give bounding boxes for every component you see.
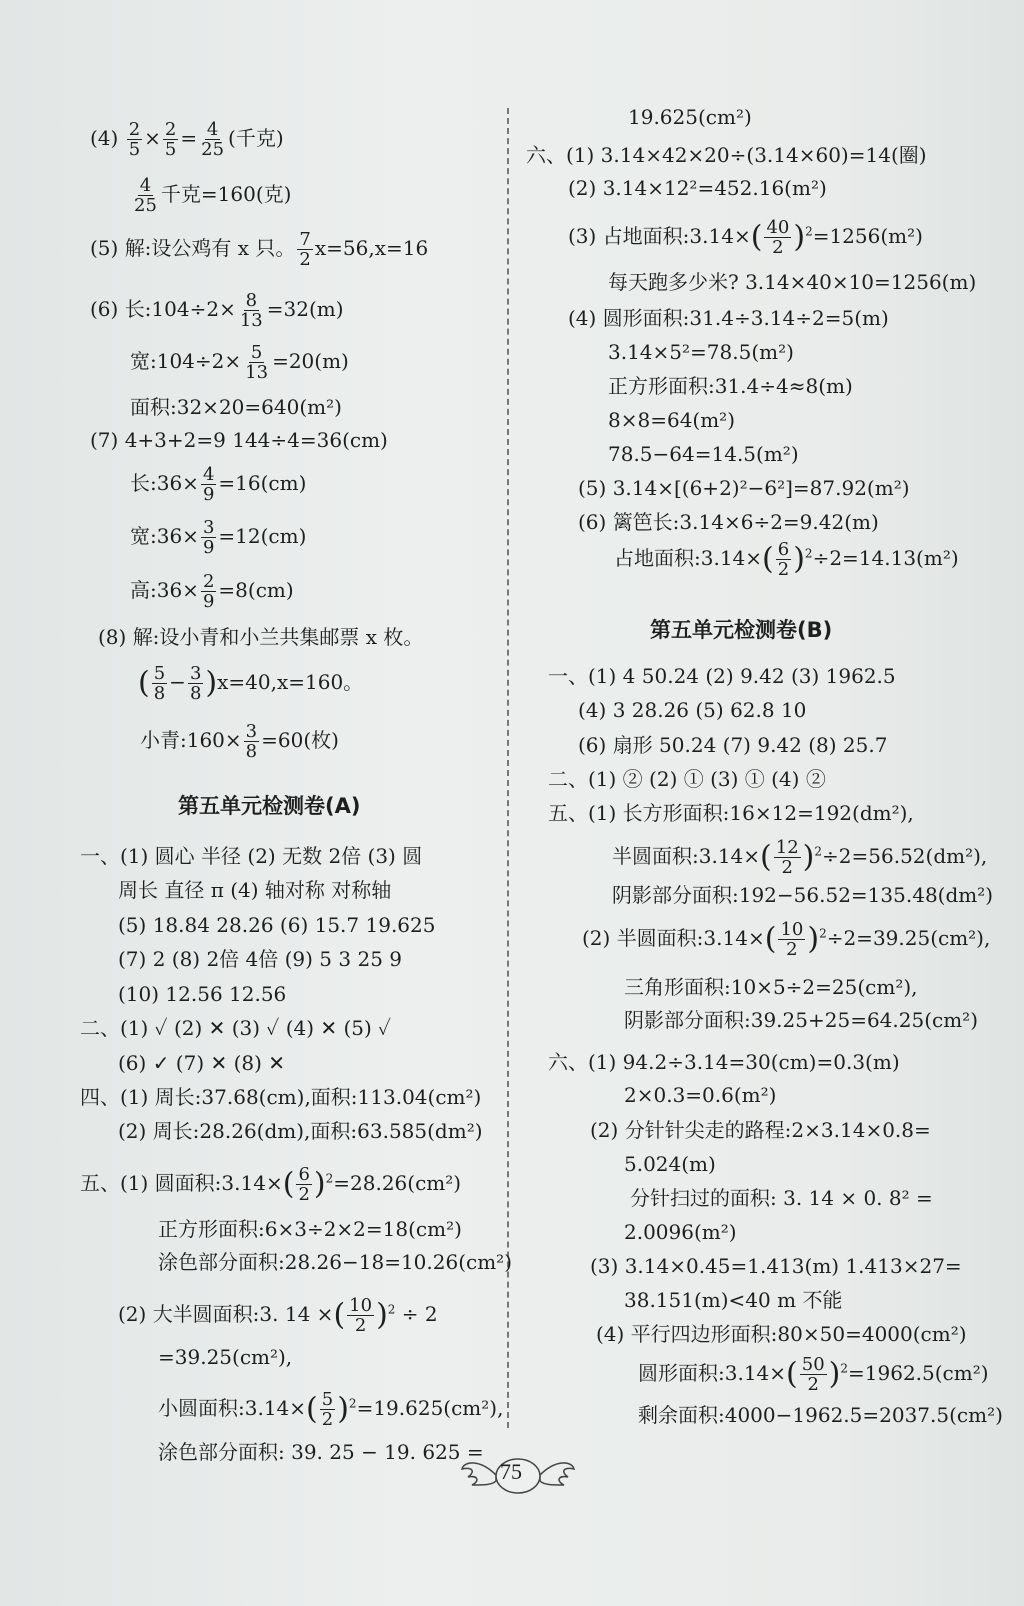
answer-line: 六、(1) 3.14×42×20÷(3.14×60)=14(圈) (526, 143, 927, 167)
answer-line: 圆形面积:3.14×( $\frac{50}{2}$ )$^2$=1962.5(cm²) (638, 1354, 989, 1395)
answer-line: (8) 解:设小青和小兰共集邮票 x 枚。 (98, 625, 424, 649)
answer-line: 五、(1) 长方形面积:16×12=192(dm²), (548, 801, 914, 825)
answer-line: 一、(1) 4 50.24 (2) 9.42 (3) 1962.5 (548, 664, 896, 688)
answer-line: 一、(1) 圆心 半径 (2) 无数 2倍 (3) 圆 (80, 844, 423, 868)
answer-line: (2) 周长:28.26(dm),面积:63.585(dm²) (118, 1119, 483, 1143)
answer-line: (5) 18.84 28.26 (6) 15.7 19.625 (118, 913, 436, 937)
section-title: 第五单元检测卷(B) (650, 618, 833, 642)
answer-line: 阴影部分面积:39.25+25=64.25(cm²) (624, 1008, 979, 1032)
answer-line: 周长 直径 π (4) 轴对称 对称轴 (118, 878, 392, 902)
answer-line: (7) 4+3+2=9 144÷4=36(cm) (90, 428, 388, 452)
answer-line: 78.5−64=14.5(m²) (608, 442, 799, 466)
answer-line: (6) 篱笆长:3.14×6÷2=9.42(m) (578, 510, 879, 534)
answer-line: (6) ✓ (7) ✕ (8) ✕ (118, 1051, 286, 1075)
answer-line: 面积:32×20=640(m²) (130, 395, 342, 419)
answer-line: ( $\frac{5}{8}$ − $\frac{3}{8}$ )x=40,x=160。 (138, 663, 364, 704)
answer-line: 宽:36× $\frac{3}{9}$ =12(cm) (130, 517, 307, 558)
answer-line: 正方形面积:31.4÷4≈8(m) (608, 374, 853, 398)
answer-line: (4) $\frac{2}{5}$ × $\frac{2}{5}$ = $\frac{4}{25}$ (千克) (90, 119, 284, 160)
answer-line: (6) 扇形 50.24 (7) 9.42 (8) 25.7 (578, 733, 888, 757)
answer-line: 8×8=64(m²) (608, 408, 736, 432)
section-title: 第五单元检测卷(A) (178, 794, 361, 818)
answer-line: 5.024(m) (624, 1152, 716, 1176)
answer-line: $\frac{4}{25}$ 千克=160(克) (134, 175, 292, 216)
answer-line: 宽:104÷2× $\frac{5}{13}$ =20(m) (130, 342, 349, 383)
answer-line: (4) 3 28.26 (5) 62.8 10 (578, 698, 807, 722)
answer-line: 四、(1) 周长:37.68(cm),面积:113.04(cm²) (80, 1085, 482, 1109)
answer-line: (5) 3.14×[(6+2)²−6²]=87.92(m²) (578, 476, 910, 500)
answer-line: 2×0.3=0.6(m²) (624, 1083, 777, 1107)
answer-line: (2) 分针针尖走的路程:2×3.14×0.8= (590, 1118, 931, 1142)
answer-line: =39.25(cm²), (158, 1345, 293, 1369)
answer-line: (4) 圆形面积:31.4÷3.14÷2=5(m) (568, 306, 889, 330)
answer-line: (2) 半圆面积:3.14×( $\frac{10}{2}$ )$^2$÷2=39.25(cm²), (582, 919, 991, 960)
answer-line: (2) 大半圆面积:3. 14 ×( $\frac{10}{2}$ )$^2$ ÷ 2 (118, 1295, 438, 1336)
answer-line: 每天跑多少米? 3.14×40×10=1256(m) (608, 270, 977, 294)
answer-line: 占地面积:3.14×( $\frac{6}{2}$ )$^2$÷2=14.13(m²) (614, 539, 959, 580)
answer-line: 半圆面积:3.14×( $\frac{12}{2}$ )$^2$÷2=56.52(dm²), (612, 837, 988, 878)
answer-line: (10) 12.56 12.56 (118, 982, 287, 1006)
answer-line: 六、(1) 94.2÷3.14=30(cm)=0.3(m) (548, 1050, 900, 1074)
answer-line: 正方形面积:6×3÷2×2=18(cm²) (158, 1217, 462, 1241)
answer-line: 二、(1) ② (2) ① (3) ① (4) ② (548, 767, 826, 791)
answer-line: 高:36× $\frac{2}{9}$ =8(cm) (130, 571, 294, 612)
answer-line: 分针扫过的面积: 3. 14 × 0. 8² = (630, 1186, 933, 1210)
answer-line: 阴影部分面积:192−56.52=135.48(dm²) (612, 883, 994, 907)
answer-line: 小圆面积:3.14×( $\frac{5}{2}$ )$^2$=19.625(cm²), (158, 1389, 504, 1430)
answer-line: 2.0096(m²) (624, 1220, 737, 1244)
answer-line: 涂色部分面积: 39. 25 − 19. 625 = (158, 1440, 484, 1464)
answer-line: 三角形面积:10×5÷2=25(cm²), (624, 975, 918, 999)
answer-line: 19.625(cm²) (628, 105, 752, 129)
answer-line: 涂色部分面积:28.26−18=10.26(cm²) (158, 1250, 513, 1274)
answer-line: (6) 长:104÷2× $\frac{8}{13}$ =32(m) (90, 290, 344, 331)
column-divider (507, 108, 509, 1428)
answer-line: (3) 占地面积:3.14×( $\frac{40}{2}$ )$^2$=1256(m²) (568, 217, 923, 258)
answer-line: 长:36× $\frac{4}{9}$ =16(cm) (130, 464, 307, 505)
answer-line: (3) 3.14×0.45=1.413(m) 1.413×27= (590, 1254, 962, 1278)
answer-line: 剩余面积:4000−1962.5=2037.5(cm²) (638, 1403, 1003, 1427)
answer-line: (5) 解:设公鸡有 x 只。 $\frac{7}{2}$ x=56,x=16 (90, 229, 429, 270)
answer-line: 小青:160× $\frac{3}{8}$ =60(枚) (140, 721, 339, 762)
answer-line: (2) 3.14×12²=452.16(m²) (568, 176, 827, 200)
answer-line: 38.151(m)<40 m 不能 (624, 1288, 843, 1312)
answer-line: (4) 平行四边形面积:80×50=4000(cm²) (596, 1322, 967, 1346)
page-number: 75 (458, 1445, 578, 1505)
answer-line: 五、(1) 圆面积:3.14×( $\frac{6}{2}$ )$^2$=28.26(cm²) (80, 1164, 462, 1205)
answer-line: 二、(1) ✓ (2) ✕ (3) ✓ (4) ✕ (5) ✓ (80, 1016, 392, 1040)
answer-line: (7) 2 (8) 2倍 4倍 (9) 5 3 25 9 (118, 947, 403, 971)
answer-line: 3.14×5²=78.5(m²) (608, 340, 794, 364)
